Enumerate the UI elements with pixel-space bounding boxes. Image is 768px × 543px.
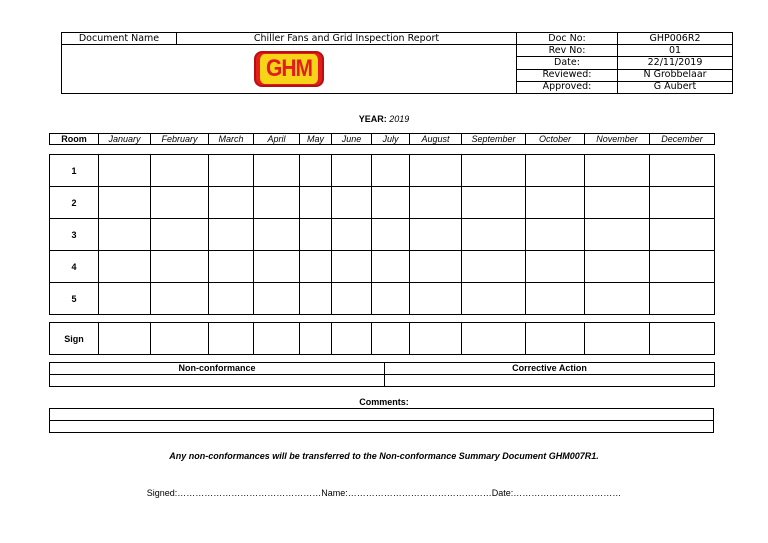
nonconformance-header: Non-conformance xyxy=(50,363,385,375)
room-label: 4 xyxy=(50,251,99,283)
field-value: G Aubert xyxy=(618,81,733,93)
sign-cell[interactable] xyxy=(332,323,372,355)
sign-cell[interactable] xyxy=(151,323,209,355)
grid-cell[interactable] xyxy=(254,155,300,187)
grid-cell[interactable] xyxy=(585,155,650,187)
sign-cell[interactable] xyxy=(300,323,332,355)
grid-cell[interactable] xyxy=(462,219,526,251)
grid-cell[interactable] xyxy=(585,187,650,219)
grid-cell[interactable] xyxy=(462,187,526,219)
sign-cell[interactable] xyxy=(99,323,151,355)
grid-cell[interactable] xyxy=(300,219,332,251)
grid-cell[interactable] xyxy=(209,155,254,187)
doc-name-label: Document Name xyxy=(62,33,177,45)
year-value: 2019 xyxy=(389,114,410,124)
grid-cell[interactable] xyxy=(151,219,209,251)
field-label: Rev No: xyxy=(517,45,618,57)
month-header: September xyxy=(462,134,526,145)
sign-cell[interactable] xyxy=(372,323,410,355)
grid-cell[interactable] xyxy=(526,251,585,283)
grid-cell[interactable] xyxy=(372,187,410,219)
grid-cell[interactable] xyxy=(526,283,585,315)
comments-label: Comments: xyxy=(359,397,409,407)
grid-cell[interactable] xyxy=(526,155,585,187)
grid-cell[interactable] xyxy=(410,187,462,219)
grid-cell[interactable] xyxy=(99,251,151,283)
grid-cell[interactable] xyxy=(151,187,209,219)
grid-cell[interactable] xyxy=(462,283,526,315)
grid-cell[interactable] xyxy=(151,251,209,283)
signoff-line: Signed:…………………………………………Name:…………………………………………Date:……………………………… xyxy=(146,488,622,498)
comments-field[interactable] xyxy=(50,421,714,433)
grid-cell[interactable] xyxy=(99,219,151,251)
grid-cell[interactable] xyxy=(650,219,715,251)
month-header: August xyxy=(410,134,462,145)
grid-cell[interactable] xyxy=(650,155,715,187)
field-value: 22/11/2019 xyxy=(618,57,733,69)
month-header: December xyxy=(650,134,715,145)
doc-title: Chiller Fans and Grid Inspection Report xyxy=(177,33,517,45)
grid-cell[interactable] xyxy=(372,283,410,315)
grid-cell[interactable] xyxy=(462,251,526,283)
sign-cell[interactable] xyxy=(526,323,585,355)
grid-cell[interactable] xyxy=(332,251,372,283)
grid-cell[interactable] xyxy=(300,187,332,219)
grid-cell[interactable] xyxy=(410,251,462,283)
sign-cell[interactable] xyxy=(585,323,650,355)
month-header: May xyxy=(300,134,332,145)
grid-cell[interactable] xyxy=(410,219,462,251)
grid-cell[interactable] xyxy=(254,187,300,219)
month-header: October xyxy=(526,134,585,145)
inspection-grid xyxy=(49,133,715,315)
room-label: 2 xyxy=(50,187,99,219)
logo-cell xyxy=(62,45,517,94)
month-header: November xyxy=(585,134,650,145)
grid-cell[interactable] xyxy=(209,251,254,283)
year-label: YEAR: xyxy=(358,114,387,124)
corrective-action-header: Corrective Action xyxy=(385,363,715,375)
transfer-note: Any non-conformances will be transferred to the Non-conformance Summary Document GHM007R1. xyxy=(169,451,599,461)
room-label: 5 xyxy=(50,283,99,315)
field-label: Approved: xyxy=(517,81,618,93)
grid-cell[interactable] xyxy=(332,187,372,219)
grid-cell[interactable] xyxy=(254,283,300,315)
grid-cell[interactable] xyxy=(99,187,151,219)
room-label: 1 xyxy=(50,155,99,187)
grid-cell[interactable] xyxy=(585,251,650,283)
grid-cell[interactable] xyxy=(332,219,372,251)
grid-cell[interactable] xyxy=(151,155,209,187)
comments-field[interactable] xyxy=(50,409,714,421)
grid-cell[interactable] xyxy=(650,251,715,283)
sign-label: Sign xyxy=(50,323,99,355)
sign-row-table xyxy=(49,322,715,355)
grid-cell[interactable] xyxy=(372,219,410,251)
ghm-logo xyxy=(254,51,324,87)
month-header: February xyxy=(151,134,209,145)
comments-table xyxy=(49,408,714,433)
grid-cell[interactable] xyxy=(650,187,715,219)
nonconformance-table xyxy=(49,362,715,387)
month-header: March xyxy=(209,134,254,145)
field-value: N Grobbelaar xyxy=(618,69,733,81)
grid-cell[interactable] xyxy=(300,283,332,315)
room-header: Room xyxy=(50,134,99,145)
grid-cell[interactable] xyxy=(99,155,151,187)
grid-cell[interactable] xyxy=(332,155,372,187)
field-label: Date: xyxy=(517,57,618,69)
grid-cell[interactable] xyxy=(99,283,151,315)
document-header xyxy=(61,32,733,94)
year-line xyxy=(0,114,768,124)
grid-cell[interactable] xyxy=(526,219,585,251)
month-header: April xyxy=(254,134,300,145)
grid-cell[interactable] xyxy=(209,283,254,315)
grid-spacer xyxy=(50,145,715,155)
grid-cell[interactable] xyxy=(300,155,332,187)
sign-cell[interactable] xyxy=(410,323,462,355)
grid-cell[interactable] xyxy=(585,283,650,315)
grid-cell[interactable] xyxy=(410,283,462,315)
field-label: Doc No: xyxy=(517,33,618,45)
grid-cell[interactable] xyxy=(650,283,715,315)
corrective-action-field[interactable] xyxy=(385,375,715,387)
field-value: 01 xyxy=(618,45,733,57)
grid-cell[interactable] xyxy=(410,155,462,187)
sign-cell[interactable] xyxy=(650,323,715,355)
sign-cell[interactable] xyxy=(254,323,300,355)
room-label: 3 xyxy=(50,219,99,251)
grid-cell[interactable] xyxy=(372,251,410,283)
grid-cell[interactable] xyxy=(151,283,209,315)
sign-cell[interactable] xyxy=(462,323,526,355)
grid-cell[interactable] xyxy=(372,155,410,187)
grid-cell[interactable] xyxy=(254,251,300,283)
grid-cell[interactable] xyxy=(462,155,526,187)
grid-cell[interactable] xyxy=(526,187,585,219)
nonconformance-field[interactable] xyxy=(50,375,385,387)
grid-cell[interactable] xyxy=(209,219,254,251)
logo-text: GHM xyxy=(260,54,318,84)
month-header: June xyxy=(332,134,372,145)
field-value: GHP006R2 xyxy=(618,33,733,45)
grid-cell[interactable] xyxy=(585,219,650,251)
grid-cell[interactable] xyxy=(209,187,254,219)
grid-cell[interactable] xyxy=(300,251,332,283)
grid-cell[interactable] xyxy=(254,219,300,251)
grid-cell[interactable] xyxy=(332,283,372,315)
sign-cell[interactable] xyxy=(209,323,254,355)
month-header: July xyxy=(372,134,410,145)
month-header: January xyxy=(99,134,151,145)
field-label: Reviewed: xyxy=(517,69,618,81)
